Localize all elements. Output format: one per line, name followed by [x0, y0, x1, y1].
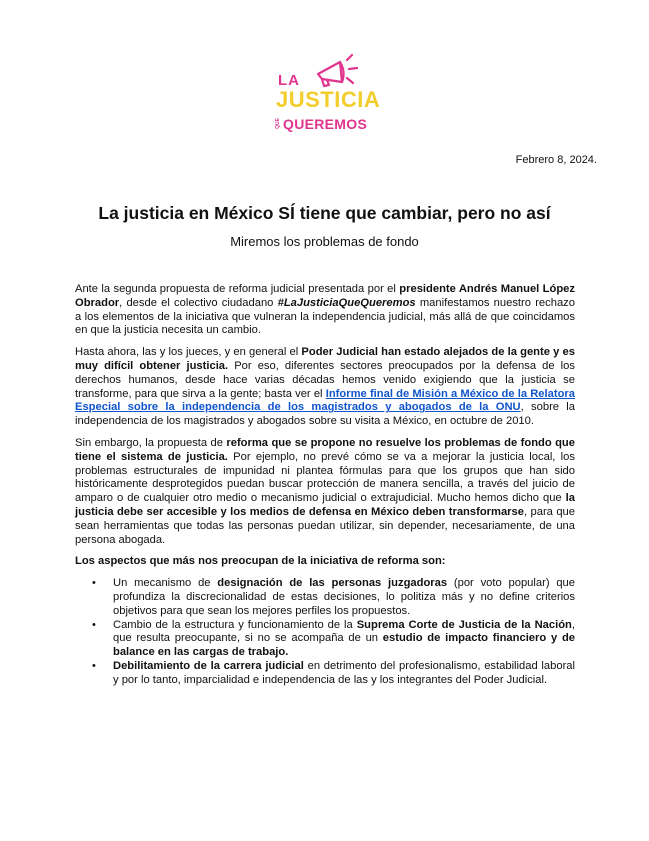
text: Un mecanismo de	[113, 577, 218, 590]
paragraph-context	[75, 346, 575, 429]
document-date: Febrero 8, 2024.	[515, 154, 597, 166]
section-heading: Los aspectos que más nos preocupan de la iniciativa de reforma son:	[75, 555, 446, 568]
list-item	[75, 577, 575, 618]
text: , sobre la independencia de los magistrados y abogados sobre su visita a México, en octubre de 2010.	[75, 401, 575, 428]
text: (por voto popular) que profundiza la discrecionalidad de estas decisiones, lo politiza más y no define criterios objetivos para que sean los mejores perfiles los propuestos.	[113, 577, 575, 617]
list-item	[75, 660, 575, 688]
logo-queremos-text: QUEREMOS	[283, 116, 368, 132]
document-subtitle: Miremos los problemas de fondo	[230, 234, 419, 249]
bold-text: Suprema Corte de Justicia de la Nación	[356, 618, 572, 631]
bold-text: Debilitamiento de la carrera judicial	[113, 659, 304, 672]
list-item	[75, 619, 575, 660]
bold-text: estudio de impacto financiero y de balance en las cargas de trabajo.	[113, 632, 575, 659]
text: Por ejemplo, no prevé cómo se va a mejorar la justicia local, los problemas estructurales de impunidad ni plantea fórmulas para que los grupos que han sido históricamente desprotegidos puedan buscar protección de manera sencilla, a través del juicio de amparo o de cualquier otro medio o mecanismo judicial o extrajudicial. Mucho hemos dicho que	[75, 450, 575, 505]
text: Por eso, diferentes sectores preocupados por la defensa de los derechos humanos, desde hace varias décadas hemos venido exigiendo que la justicia se transforme, para que sirva a la gente; basta ver el	[75, 359, 575, 400]
text: en detrimento del profesionalismo, estabilidad laboral y por lo tanto, imparcialidad e independencia de las y los integrantes del Poder Judicial.	[113, 659, 576, 686]
paragraph-intro	[75, 283, 575, 338]
paragraph-critique	[75, 437, 575, 547]
logo-la-text: LA	[278, 72, 300, 89]
un-report-link[interactable]: Informe final de Misión a México de la Relatora Especial sobre la independencia de los magistrados y abogados de la ONU	[75, 387, 575, 414]
document-body	[75, 283, 575, 688]
text: , para que sean herramientas que todas las personas puedan utilizar, sin depender, necesariamente, de una persona abogada.	[75, 505, 575, 546]
text: Hasta ahora, las y los jueces, y en general el	[75, 346, 302, 359]
logo-justicia-text: JUSTICIA	[276, 87, 381, 112]
bold-text: Poder Judicial han estado alejados de la gente y es muy difícil obtener justicia.	[75, 346, 575, 372]
bold-text: reforma que se propone no resuelve los problemas de fondo que tiene el sistema de justicia.	[75, 436, 575, 463]
text: Ante la segunda propuesta de reforma judicial presentada por el	[75, 283, 400, 295]
logo-que-text: QUE	[275, 118, 281, 129]
text: Sin embargo, la propuesta de	[75, 436, 227, 449]
megaphone-icon	[312, 52, 360, 88]
text: manifestamos nuestro rechazo a los elementos de la iniciativa que vulneran la independencia judicial, más allá de que coincidamos en que la justicia necesita un cambio.	[75, 296, 575, 337]
bold-text: presidente Andrés Manuel López Obrador	[75, 283, 575, 309]
logo	[272, 52, 382, 136]
bold-text: la justicia debe ser accesible y los medios de defensa en México deben transformarse	[75, 492, 575, 518]
bold-text: designación de las personas juzgadoras	[217, 577, 448, 590]
text: , que resulta preocupante, si no se acompaña de un	[113, 618, 575, 645]
issues-list	[75, 577, 575, 687]
text: Cambio de la estructura y funcionamiento de la	[113, 618, 357, 631]
document-title: La justicia en México SÍ tiene que cambiar, pero no así	[98, 203, 551, 223]
text: , desde el colectivo ciudadano	[119, 296, 278, 309]
hashtag: #LaJusticiaQueQueremos	[277, 296, 416, 309]
